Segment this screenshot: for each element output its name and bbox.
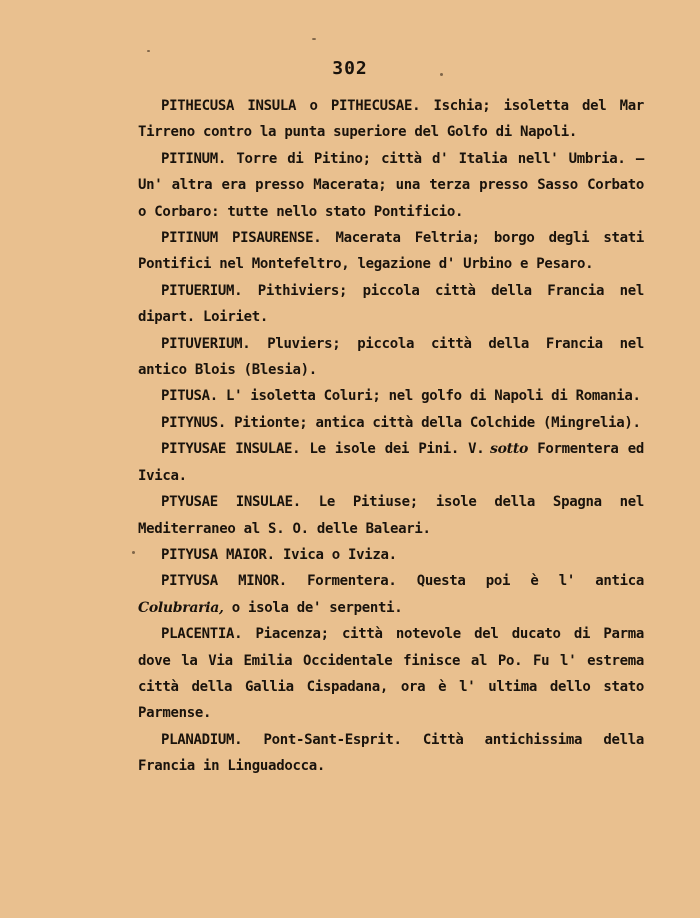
entry-pityusae-insulae <box>138 436 644 489</box>
entry-definition: Pitionte; antica città della Colchide (Mingrelia). <box>226 414 641 431</box>
entry-pitynus <box>138 410 644 436</box>
entry-italic-term: Colubraria, <box>138 599 224 616</box>
entry-pithecusa <box>138 93 644 146</box>
ink-speck <box>312 38 316 40</box>
entry-definition: Piacenza; città notevole del ducato di Parma dove la Via Emilia Occidentale finisce al Po. Fu l' estrema città della Gallia Cispadana, ora è l' ultima dello stato Parmense. <box>138 626 644 722</box>
entry-headword: PITUVERIUM. <box>161 335 251 352</box>
entry-definition: Pithiviers; piccola città della Francia nel dipart. Loiriet. <box>138 282 644 326</box>
entry-pitusa <box>138 383 644 409</box>
entry-definition: Torre di Pitino; città d' Italia nell' Umbria. — Un' altra era presso Macerata; una terza presso Sasso Corbato o Corbaro: tutte nello stato Pontificio. <box>138 150 644 220</box>
entry-placentia <box>138 621 644 727</box>
dictionary-entries <box>138 93 644 780</box>
entry-ptyusae-insulae <box>138 489 644 542</box>
ink-speck <box>147 50 150 52</box>
entry-planadium <box>138 727 644 780</box>
entry-pitinum <box>138 146 644 225</box>
entry-headword: PITHECUSA INSULA o PITHECUSAE. <box>161 98 421 114</box>
entry-headword: PITYNUS. <box>161 414 227 431</box>
entry-headword: PTYUSAE INSULAE. <box>161 494 301 511</box>
entry-headword: PITINUM. <box>161 150 227 167</box>
entry-definition: Formentera. Questa poi è l' antica <box>286 573 644 590</box>
entry-headword: PLANADIUM. <box>161 731 243 748</box>
entry-definition: Pluviers; piccola città della Francia nel antico Blois (Blesia). <box>138 335 644 379</box>
entry-pityusa-maior <box>138 542 644 568</box>
entry-pituerium <box>138 278 644 331</box>
entry-headword: PITUSA. <box>161 388 218 405</box>
entry-headword: PITYUSAE INSULAE. <box>161 441 301 458</box>
entry-definition: Ivica o Iviza. <box>274 546 397 563</box>
entry-headword: PLACENTIA. <box>161 626 243 643</box>
entry-headword: PITINUM PISAURENSE. <box>161 230 322 247</box>
entry-definition: Ischia; isoletta del Mar Tirreno contro la punta superiore del Golfo di Napoli. <box>138 98 645 141</box>
entry-pitinum-pisaurense <box>138 225 644 278</box>
entry-definition: Macerata Feltria; borgo degli stati Pontifici nel Montefeltro, legazione d' Urbino e Pesaro. <box>138 230 644 273</box>
entry-definition: Pont-Sant-Esprit. Città antichissima della Francia in Linguadocca. <box>138 731 644 775</box>
entry-definition: Le Pitiuse; isole della Spagna nel Mediterraneo al S. O. delle Baleari. <box>138 494 644 537</box>
entry-pityusa-minor <box>138 568 644 621</box>
entry-italic-reference: sotto <box>484 441 529 458</box>
entry-definition: Le isole dei Pini. V. <box>300 441 485 458</box>
entry-pituverium <box>138 331 644 384</box>
entry-definition-tail: o isola de' serpenti. <box>223 599 403 616</box>
entry-definition: L' isoletta Coluri; nel golfo di Napoli di Romania. <box>217 388 641 405</box>
entry-definition-tail: Formentera ed Ivica. <box>138 441 644 484</box>
page-number: 302 <box>332 58 368 79</box>
ink-speck <box>132 551 135 554</box>
entry-headword: PITYUSA MINOR. <box>161 573 287 590</box>
entry-headword: PITYUSA MAIOR. <box>161 546 275 563</box>
entry-headword: PITUERIUM. <box>161 282 243 299</box>
